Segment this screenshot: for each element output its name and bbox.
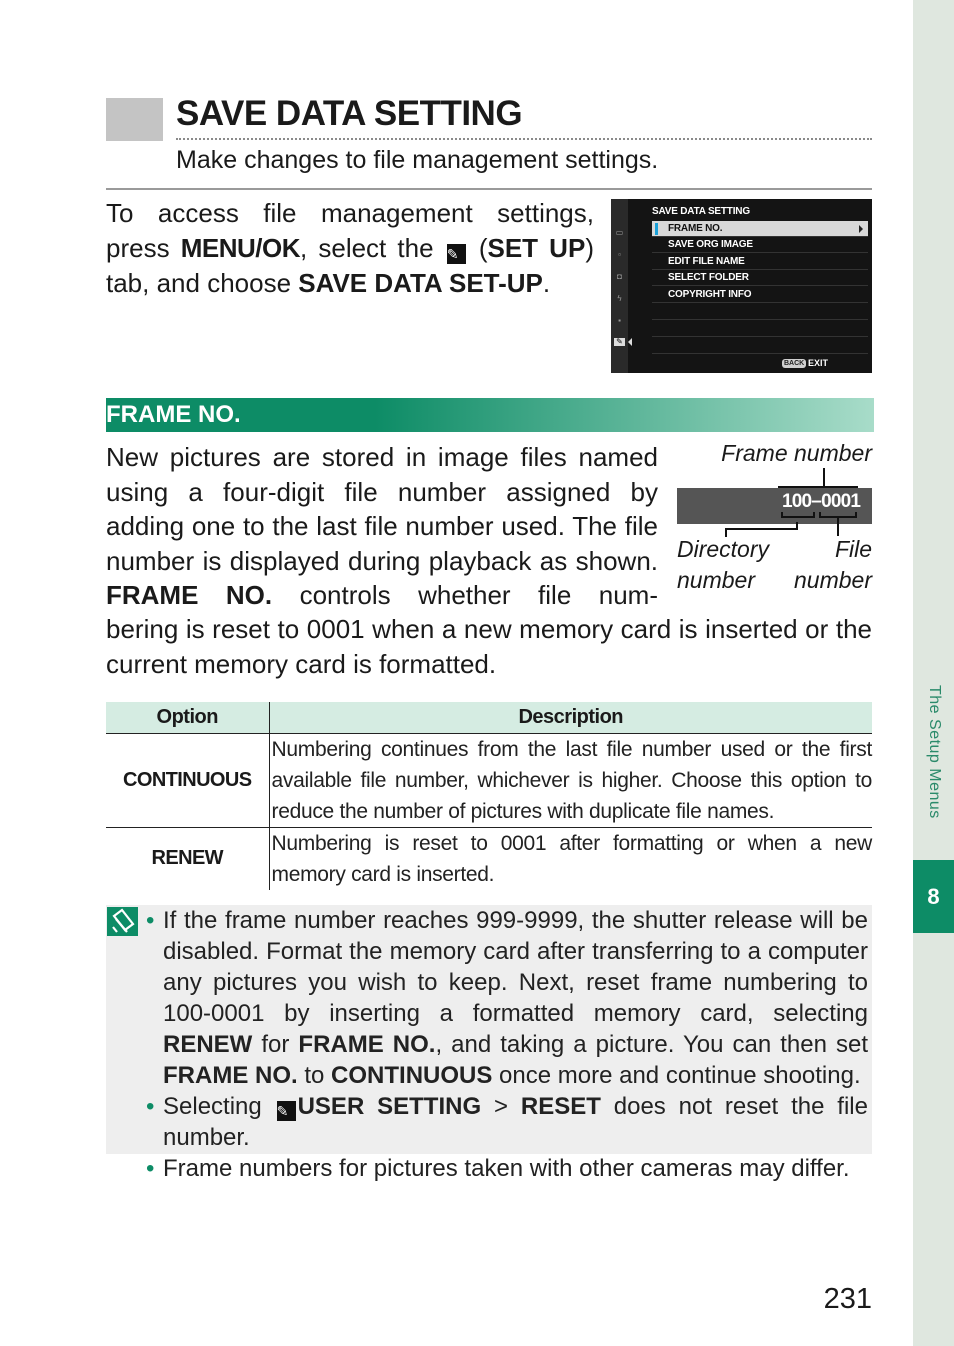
- table-row: [106, 827, 872, 890]
- option-description: Numbering is reset to 0001 after formatting or when a new memory card is inserted.: [271, 831, 872, 886]
- chevron-right-icon: [859, 225, 863, 233]
- flash-tab-icon: ϟ: [617, 294, 622, 303]
- camera-menu-item-edit-file-name[interactable]: EDIT FILE NAME: [652, 254, 868, 270]
- frame-no-paragraph: New pictures are stored in image files named using a four-digit file number assigned by adding one to the last file number used. The file number is displayed during playback as shown. FRAME NO. controls whether file num-: [106, 442, 658, 610]
- camera-menu-item-copyright-info[interactable]: COPYRIGHT INFO: [652, 287, 868, 303]
- note-list: [146, 905, 868, 1184]
- camera-tab-icon: ◘: [617, 272, 622, 281]
- intro-paragraph: To access file management settings, press MENU/OK, select the ✎ (SET UP) tab, and choose SAVE DATA SET-UP.: [106, 198, 594, 298]
- wrench-icon: ✎: [277, 1101, 296, 1121]
- menu-ok-button-label: MENU/OK: [180, 233, 300, 263]
- camera-menu-title: SAVE DATA SETTING: [652, 206, 750, 217]
- page-subtitle: Make changes to file management settings.: [176, 146, 659, 174]
- option-continuous: CONTINUOUS: [106, 733, 269, 827]
- option-renew: RENEW: [106, 827, 269, 890]
- title-dotted-rule: [176, 138, 872, 140]
- frame-no-paragraph-continued: bering is reset to 0001 when a new memory card is inserted or the current memory card is formatted.: [106, 614, 872, 679]
- camera-menu-empty-row: [652, 338, 868, 354]
- list-item: • If the frame number reaches 999-9999, the shutter release will be disabled. Format the memory card after transferring to a computer any pictures you wish to keep. Next, reset frame numbering to 100-0001 by inserting a formatted memory card, selecting RENEW for FRAME NO., and taking a picture. You can then set FRAME NO. to CONTINUOUS once more and continue shooting.: [146, 905, 868, 1091]
- table-header-option: Option: [106, 702, 269, 733]
- wrench-icon: ✎: [447, 244, 466, 264]
- camera-menu-empty-row: [652, 321, 868, 337]
- file-number-display: [677, 488, 872, 524]
- tab-pointer-icon: [628, 338, 632, 346]
- wrench-icon: ✎: [614, 338, 625, 346]
- section-title: FRAME NO.: [106, 401, 241, 428]
- page-number: 231: [823, 1283, 872, 1315]
- option-description: Numbering continues from the last file number used or the first available file number, whichever is higher. Choose this option to reduce the number of pictures with duplicate file names.: [269, 733, 872, 827]
- section-header-bar: [106, 398, 874, 432]
- camera-menu-item-frame-no[interactable]: FRAME NO.: [652, 221, 868, 237]
- exit-label: EXIT: [808, 358, 829, 368]
- camera-menu-empty-row: [652, 304, 868, 320]
- subtitle-rule: [106, 188, 872, 190]
- frame-number-leader-line: [823, 468, 825, 488]
- page-title: SAVE DATA SETTING: [176, 94, 523, 133]
- options-table: [106, 702, 872, 890]
- frame-number-label: Frame number: [721, 440, 872, 466]
- side-tab-strip: [913, 0, 954, 1346]
- camera-menu-screenshot: [611, 199, 872, 373]
- directory-number-leader-line: [725, 522, 798, 530]
- list-item: • Selecting ✎ USER SETTING > RESET does not reset the file number.: [146, 1091, 868, 1153]
- quality-tab-icon: ▭: [615, 228, 624, 237]
- note-pencil-icon: [107, 907, 138, 936]
- file-number-value: 100–0001: [782, 491, 861, 512]
- list-item: • Frame numbers for pictures taken with other cameras may differ.: [146, 1153, 868, 1184]
- note-box: [106, 905, 872, 1182]
- camera-menu-item-select-folder[interactable]: SELECT FOLDER: [652, 270, 868, 286]
- chapter-tab[interactable]: 8: [913, 860, 954, 933]
- chapter-side-label: The Setup Menus: [926, 685, 943, 819]
- af-mf-tab-icon: ▫: [618, 250, 621, 259]
- directory-number-label: Directory number: [677, 536, 770, 593]
- directory-number-bracket: [781, 512, 815, 518]
- custom-tab-icon: ▪: [618, 316, 621, 325]
- camera-menu-tab-column: [611, 199, 628, 373]
- camera-menu-item-save-org-image[interactable]: SAVE ORG IMAGE: [652, 237, 868, 253]
- table-row: [106, 733, 872, 827]
- heading-square-decoration: [106, 98, 163, 141]
- file-number-label: File number: [794, 536, 872, 593]
- back-button-icon: BACK: [784, 360, 805, 367]
- table-header-description: Description: [269, 702, 872, 733]
